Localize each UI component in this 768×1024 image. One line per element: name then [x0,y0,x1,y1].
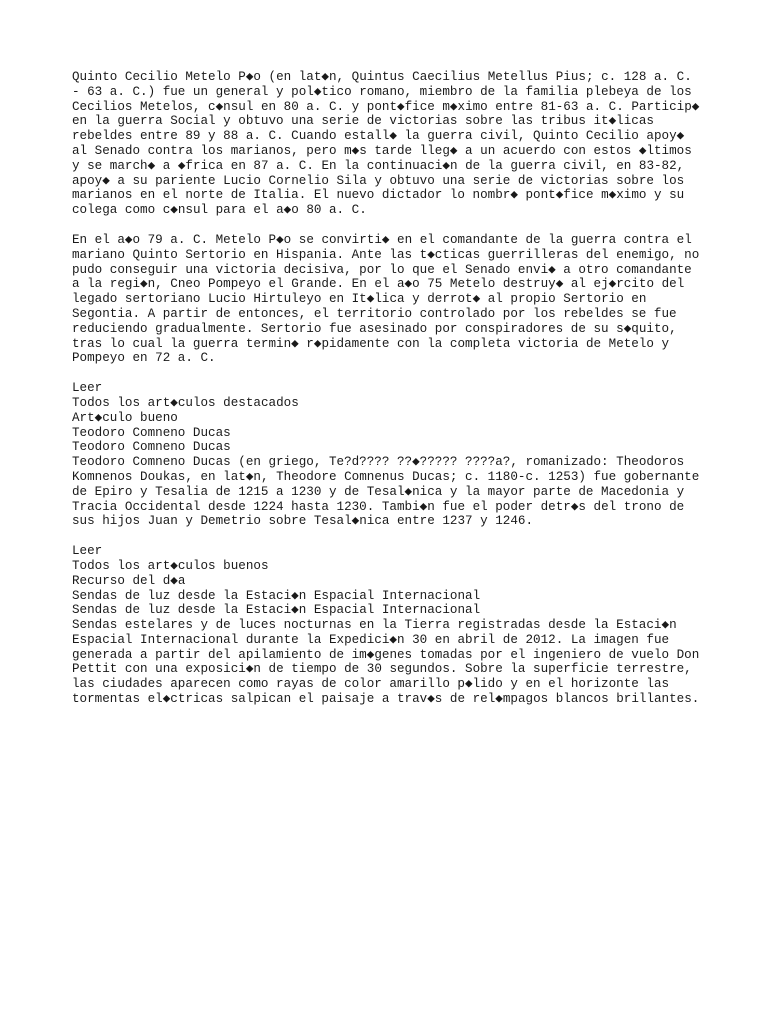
text-line: legado sertoriano Lucio Hirtuleyo en It◆lica y derrot◆ al propio Sertorio en [72,292,647,307]
text-line: - 63 a. C.) fue un general y pol◆tico romano, miembro de la familia plebeya de los [72,84,692,99]
resource-title: Sendas de luz desde la Estaci◆n Espacial Internacional [72,588,481,603]
paragraph-metelo-sertorio [72,233,702,366]
text-line: rebeldes entre 89 y 88 a. C. Cuando estall◆ la guerra civil, Quinto Cecilio apoy◆ [72,129,685,144]
text-line: Cecilios Metelos, c◆nsul en 80 a. C. y pont◆fice m◆ximo entre 81-63 a. C. Particip◆ [72,99,700,114]
text-line: sus hijos Juan y Demetrio sobre Tesal◆nica entre 1237 y 1246. [72,514,534,529]
text-line: En el a◆o 79 a. C. Metelo P◆o se convirti◆ en el comandante de la guerra contra el [72,232,692,247]
text-line: las ciudades aparecen como rayas de color amarillo p◆lido y en el horizonte las [72,677,670,692]
text-line: marianos en el norte de Italia. El nuevo dictador lo nombr◆ pont◆fice m◆ximo y su [72,188,685,203]
paragraph-metelo-intro [72,70,702,218]
section-resource-of-day [72,544,702,707]
text-line: Segontia. A partir de entonces, el territorio controlado por los rebeldes se fue [72,306,677,321]
read-link[interactable]: Leer [72,381,103,396]
resource-title: Sendas de luz desde la Estaci◆n Espacial Internacional [72,603,481,618]
text-line: generada a partir del apilamiento de im◆genes tomadas por el ingeniero de vuelo Don [72,647,700,662]
text-line: Pettit con una exposici◆n de tiempo de 30 segundos. Sobre la superficie terrestre, [72,662,692,677]
text-line: tras lo cual la guerra termin◆ r◆pidamente con la completa victoria de Metelo y [72,336,670,351]
text-line: Teodoro Comneno Ducas (en griego, Te?d???? ??◆????? ????a?, romanizado: Theodoros [72,455,685,470]
section-good-article [72,381,702,529]
text-line: reduciendo gradualmente. Sertorio fue asesinado por conspiradores de su s◆quito, [72,321,677,336]
document-page [72,70,702,722]
text-line: tormentas el◆ctricas salpican el paisaje a trav◆s de rel◆mpagos blancos brillantes. [72,692,700,707]
text-line: Sendas estelares y de luces nocturnas en la Tierra registradas desde la Estaci◆n [72,618,677,633]
all-featured-articles-link[interactable]: Todos los art◆culos destacados [72,395,299,410]
article-title: Teodoro Comneno Ducas [72,425,231,440]
text-line: de Epiro y Tesalia de 1215 a 1230 y de Tesal◆nica y la mayor parte de Macedonia y [72,484,685,499]
text-line: al Senado contra los marianos, pero m◆s tarde lleg◆ a un acuerdo con estos ◆ltimos [72,143,692,158]
text-line: Pompeyo en 72 a. C. [72,351,216,366]
section-heading: Recurso del d◆a [72,573,186,588]
text-line: y se march◆ a ◆frica en 87 a. C. En la continuaci◆n de la guerra civil, en 83-82, [72,158,685,173]
section-heading: Art◆culo bueno [72,410,178,425]
text-line: en la guerra Social y obtuvo una serie de victorias sobre las tribus it◆licas [72,114,654,129]
all-good-articles-link[interactable]: Todos los art◆culos buenos [72,558,269,573]
text-line: Komnenos Doukas, en lat◆n, Theodore Comnenus Ducas; c. 1180-c. 1253) fue gobernante [72,469,700,484]
text-line: colega como c◆nsul para el a◆o 80 a. C. [72,203,367,218]
text-line: apoy◆ a su pariente Lucio Cornelio Sila y obtuvo una serie de victorias sobre los [72,173,685,188]
text-line: mariano Quinto Sertorio en Hispania. Ante las t◆cticas guerrilleras del enemigo, no [72,247,700,262]
read-link[interactable]: Leer [72,544,103,559]
text-line: Tracia Occidental desde 1224 hasta 1230. Tambi◆n fue el poder detr◆s del trono de [72,499,685,514]
article-title: Teodoro Comneno Ducas [72,440,231,455]
text-line: pudo conseguir una victoria decisiva, por lo que el Senado envi◆ a otro comandante [72,262,692,277]
text-line: a la regi◆n, Cneo Pompeyo el Grande. En el a◆o 75 Metelo destruy◆ al ej◆rcito del [72,277,685,292]
text-line: Espacial Internacional durante la Expedici◆n 30 en abril de 2012. La imagen fue [72,632,670,647]
text-line: Quinto Cecilio Metelo P◆o (en lat◆n, Quintus Caecilius Metellus Pius; c. 128 a. C. [72,70,692,84]
